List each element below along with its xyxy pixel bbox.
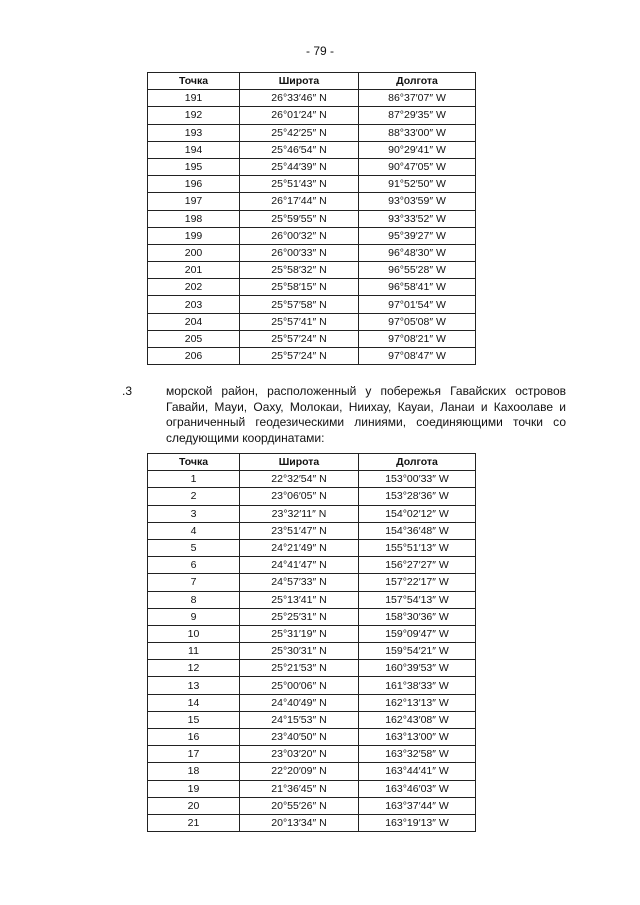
table-row <box>148 279 476 296</box>
table-row <box>148 557 476 574</box>
latitude-cell: 25°21′53″ N <box>240 660 359 677</box>
latitude-cell: 23°03′20″ N <box>240 746 359 763</box>
point-cell: 5 <box>148 539 240 556</box>
point-cell: 12 <box>148 660 240 677</box>
latitude-cell: 24°40′49″ N <box>240 694 359 711</box>
longitude-cell: 93°03′59″ W <box>359 193 476 210</box>
point-cell: 198 <box>148 210 240 227</box>
longitude-cell: 96°58′41″ W <box>359 279 476 296</box>
longitude-cell: 97°08′21″ W <box>359 330 476 347</box>
latitude-cell: 23°51′47″ N <box>240 522 359 539</box>
table-row <box>148 814 476 831</box>
table-row <box>148 660 476 677</box>
point-cell: 203 <box>148 296 240 313</box>
longitude-cell: 155°51′13″ W <box>359 539 476 556</box>
table-row <box>148 711 476 728</box>
point-cell: 9 <box>148 608 240 625</box>
latitude-cell: 25°00′06″ N <box>240 677 359 694</box>
table-row <box>148 505 476 522</box>
point-cell: 2 <box>148 488 240 505</box>
header-latitude: Широта <box>240 454 359 471</box>
latitude-cell: 24°57′33″ N <box>240 574 359 591</box>
point-cell: 7 <box>148 574 240 591</box>
point-cell: 204 <box>148 313 240 330</box>
table-row <box>148 313 476 330</box>
page-number: - 79 - <box>305 44 334 58</box>
longitude-cell: 157°22′17″ W <box>359 574 476 591</box>
header-point: Точка <box>148 454 240 471</box>
table-row <box>148 677 476 694</box>
latitude-cell: 25°58′15″ N <box>240 279 359 296</box>
point-cell: 194 <box>148 141 240 158</box>
longitude-cell: 86°37′07″ W <box>359 90 476 107</box>
table-row <box>148 625 476 642</box>
point-cell: 199 <box>148 227 240 244</box>
latitude-cell: 25°58′32″ N <box>240 262 359 279</box>
point-cell: 200 <box>148 244 240 261</box>
point-cell: 16 <box>148 729 240 746</box>
latitude-cell: 26°01′24″ N <box>240 107 359 124</box>
latitude-cell: 25°42′25″ N <box>240 124 359 141</box>
point-cell: 14 <box>148 694 240 711</box>
latitude-cell: 25°25′31″ N <box>240 608 359 625</box>
latitude-cell: 25°51′43″ N <box>240 176 359 193</box>
table-row <box>148 330 476 347</box>
latitude-cell: 25°44′39″ N <box>240 158 359 175</box>
point-cell: 10 <box>148 625 240 642</box>
longitude-cell: 154°36′48″ W <box>359 522 476 539</box>
point-cell: 21 <box>148 814 240 831</box>
latitude-cell: 25°31′19″ N <box>240 625 359 642</box>
latitude-cell: 24°41′47″ N <box>240 557 359 574</box>
latitude-cell: 24°21′49″ N <box>240 539 359 556</box>
longitude-cell: 91°52′50″ W <box>359 176 476 193</box>
point-cell: 201 <box>148 262 240 279</box>
longitude-cell: 159°54′21″ W <box>359 643 476 660</box>
point-cell: 19 <box>148 780 240 797</box>
table-row <box>148 296 476 313</box>
longitude-cell: 159°09′47″ W <box>359 625 476 642</box>
table-row <box>148 107 476 124</box>
table-row <box>148 574 476 591</box>
longitude-cell: 161°38′33″ W <box>359 677 476 694</box>
longitude-cell: 158°30′36″ W <box>359 608 476 625</box>
point-cell: 17 <box>148 746 240 763</box>
longitude-cell: 87°29′35″ W <box>359 107 476 124</box>
point-cell: 205 <box>148 330 240 347</box>
point-cell: 13 <box>148 677 240 694</box>
table-row <box>148 227 476 244</box>
longitude-cell: 88°33′00″ W <box>359 124 476 141</box>
table-row <box>148 124 476 141</box>
table-row <box>148 763 476 780</box>
longitude-cell: 163°37′44″ W <box>359 797 476 814</box>
latitude-cell: 23°40′50″ N <box>240 729 359 746</box>
longitude-cell: 160°39′53″ W <box>359 660 476 677</box>
longitude-cell: 96°55′28″ W <box>359 262 476 279</box>
table-row <box>148 729 476 746</box>
point-cell: 192 <box>148 107 240 124</box>
table-row <box>148 643 476 660</box>
coordinates-table-1 <box>147 72 476 365</box>
latitude-cell: 25°46′54″ N <box>240 141 359 158</box>
latitude-cell: 22°20′09″ N <box>240 763 359 780</box>
longitude-cell: 96°48′30″ W <box>359 244 476 261</box>
table-row <box>148 193 476 210</box>
point-cell: 15 <box>148 711 240 728</box>
latitude-cell: 25°57′58″ N <box>240 296 359 313</box>
table-row <box>148 244 476 261</box>
latitude-cell: 26°33′46″ N <box>240 90 359 107</box>
point-cell: 197 <box>148 193 240 210</box>
table-row <box>148 694 476 711</box>
longitude-cell: 90°47′05″ W <box>359 158 476 175</box>
latitude-cell: 20°55′26″ N <box>240 797 359 814</box>
table-row <box>148 158 476 175</box>
latitude-cell: 26°00′33″ N <box>240 244 359 261</box>
table-row <box>148 539 476 556</box>
table-header-row <box>148 454 476 471</box>
table-row <box>148 608 476 625</box>
latitude-cell: 25°57′24″ N <box>240 348 359 365</box>
latitude-cell: 25°59′55″ N <box>240 210 359 227</box>
paragraph-number: .3 <box>122 384 133 398</box>
longitude-cell: 97°01′54″ W <box>359 296 476 313</box>
longitude-cell: 162°13′13″ W <box>359 694 476 711</box>
header-longitude: Долгота <box>359 73 476 90</box>
paragraph-text: морской район, расположенный у побережья Гавайских островов Гавайи, Мауи, Оаху, Молокаи, Ниихау, Кауаи, Ланаи и Кахоолаве и ограниченный геодезическими линиями, соединяющими точки со следующими координатами: <box>166 384 566 445</box>
point-cell: 6 <box>148 557 240 574</box>
header-point: Точка <box>148 73 240 90</box>
table-row <box>148 522 476 539</box>
table-row <box>148 210 476 227</box>
latitude-cell: 20°13′34″ N <box>240 814 359 831</box>
point-cell: 11 <box>148 643 240 660</box>
longitude-cell: 90°29′41″ W <box>359 141 476 158</box>
point-cell: 193 <box>148 124 240 141</box>
table-row <box>148 591 476 608</box>
point-cell: 8 <box>148 591 240 608</box>
table-row <box>148 348 476 365</box>
latitude-cell: 26°00′32″ N <box>240 227 359 244</box>
longitude-cell: 93°33′52″ W <box>359 210 476 227</box>
table-row <box>148 262 476 279</box>
longitude-cell: 163°32′58″ W <box>359 746 476 763</box>
longitude-cell: 154°02′12″ W <box>359 505 476 522</box>
point-cell: 18 <box>148 763 240 780</box>
latitude-cell: 25°13′41″ N <box>240 591 359 608</box>
latitude-cell: 25°30′31″ N <box>240 643 359 660</box>
point-cell: 202 <box>148 279 240 296</box>
longitude-cell: 156°27′27″ W <box>359 557 476 574</box>
point-cell: 4 <box>148 522 240 539</box>
latitude-cell: 24°15′53″ N <box>240 711 359 728</box>
latitude-cell: 26°17′44″ N <box>240 193 359 210</box>
table-row <box>148 471 476 488</box>
latitude-cell: 23°06′05″ N <box>240 488 359 505</box>
point-cell: 196 <box>148 176 240 193</box>
table-row <box>148 746 476 763</box>
table-row <box>148 90 476 107</box>
table-row <box>148 141 476 158</box>
longitude-cell: 153°28′36″ W <box>359 488 476 505</box>
header-longitude: Долгота <box>359 454 476 471</box>
latitude-cell: 23°32′11″ N <box>240 505 359 522</box>
coordinates-table-2 <box>147 453 476 832</box>
longitude-cell: 162°43′08″ W <box>359 711 476 728</box>
longitude-cell: 163°44′41″ W <box>359 763 476 780</box>
longitude-cell: 163°19′13″ W <box>359 814 476 831</box>
table-row <box>148 488 476 505</box>
latitude-cell: 25°57′24″ N <box>240 330 359 347</box>
table-row <box>148 176 476 193</box>
point-cell: 206 <box>148 348 240 365</box>
table-header-row <box>148 73 476 90</box>
longitude-cell: 163°46′03″ W <box>359 780 476 797</box>
longitude-cell: 153°00′33″ W <box>359 471 476 488</box>
longitude-cell: 157°54′13″ W <box>359 591 476 608</box>
longitude-cell: 97°05′08″ W <box>359 313 476 330</box>
longitude-cell: 163°13′00″ W <box>359 729 476 746</box>
point-cell: 20 <box>148 797 240 814</box>
latitude-cell: 25°57′41″ N <box>240 313 359 330</box>
longitude-cell: 97°08′47″ W <box>359 348 476 365</box>
longitude-cell: 95°39′27″ W <box>359 227 476 244</box>
point-cell: 1 <box>148 471 240 488</box>
header-latitude: Широта <box>240 73 359 90</box>
latitude-cell: 21°36′45″ N <box>240 780 359 797</box>
point-cell: 3 <box>148 505 240 522</box>
point-cell: 195 <box>148 158 240 175</box>
table-row <box>148 797 476 814</box>
latitude-cell: 22°32′54″ N <box>240 471 359 488</box>
table-row <box>148 780 476 797</box>
point-cell: 191 <box>148 90 240 107</box>
